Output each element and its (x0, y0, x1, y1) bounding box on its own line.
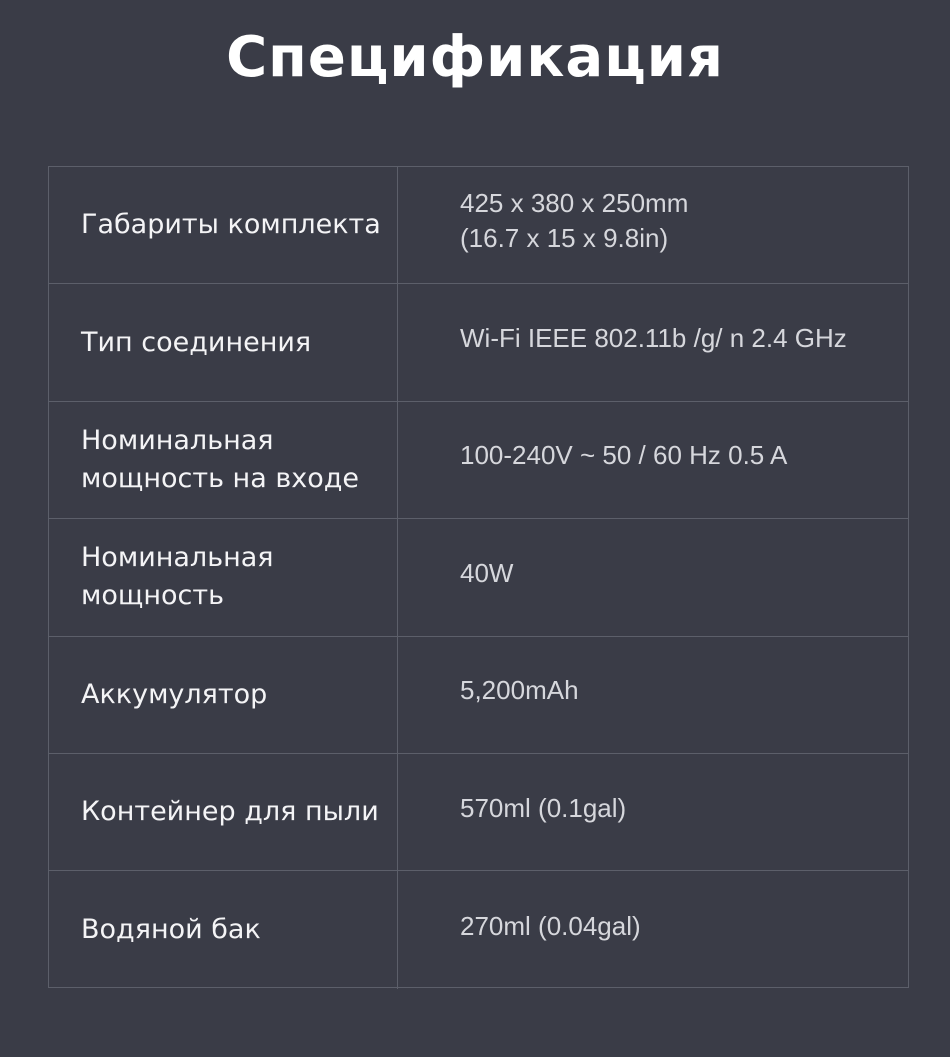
table-row (49, 284, 908, 401)
spec-value: 425 x 380 x 250mm (16.7 x 15 x 9.8in) (460, 188, 689, 254)
spec-label: Водяной бак (49, 871, 398, 988)
specification-table (48, 166, 909, 988)
spec-value: 570ml (0.1gal) (460, 792, 627, 823)
spec-value: 270ml (0.04gal) (460, 910, 641, 941)
page-title: Спецификация (226, 25, 724, 90)
table-row (49, 637, 908, 754)
spec-value: 40W (460, 557, 514, 588)
spec-label: Номинальная мощность на входе (49, 402, 398, 518)
spec-label: Тип соединения (49, 284, 398, 400)
table-row (49, 871, 908, 988)
spec-label: Номинальная мощность (49, 519, 398, 635)
table-row (49, 402, 908, 519)
spec-value: 100-240V ~ 50 / 60 Hz 0.5 A (460, 440, 788, 471)
table-row (49, 754, 908, 871)
spec-value: Wi-Fi IEEE 802.11b /g/ n 2.4 GHz (460, 323, 847, 354)
spec-label: Габариты комплекта (49, 167, 398, 283)
spec-label: Контейнер для пыли (49, 754, 398, 870)
table-row (49, 519, 908, 636)
table-row (49, 167, 908, 284)
spec-label: Аккумулятор (49, 637, 398, 753)
spec-value: 5,200mAh (460, 675, 579, 706)
